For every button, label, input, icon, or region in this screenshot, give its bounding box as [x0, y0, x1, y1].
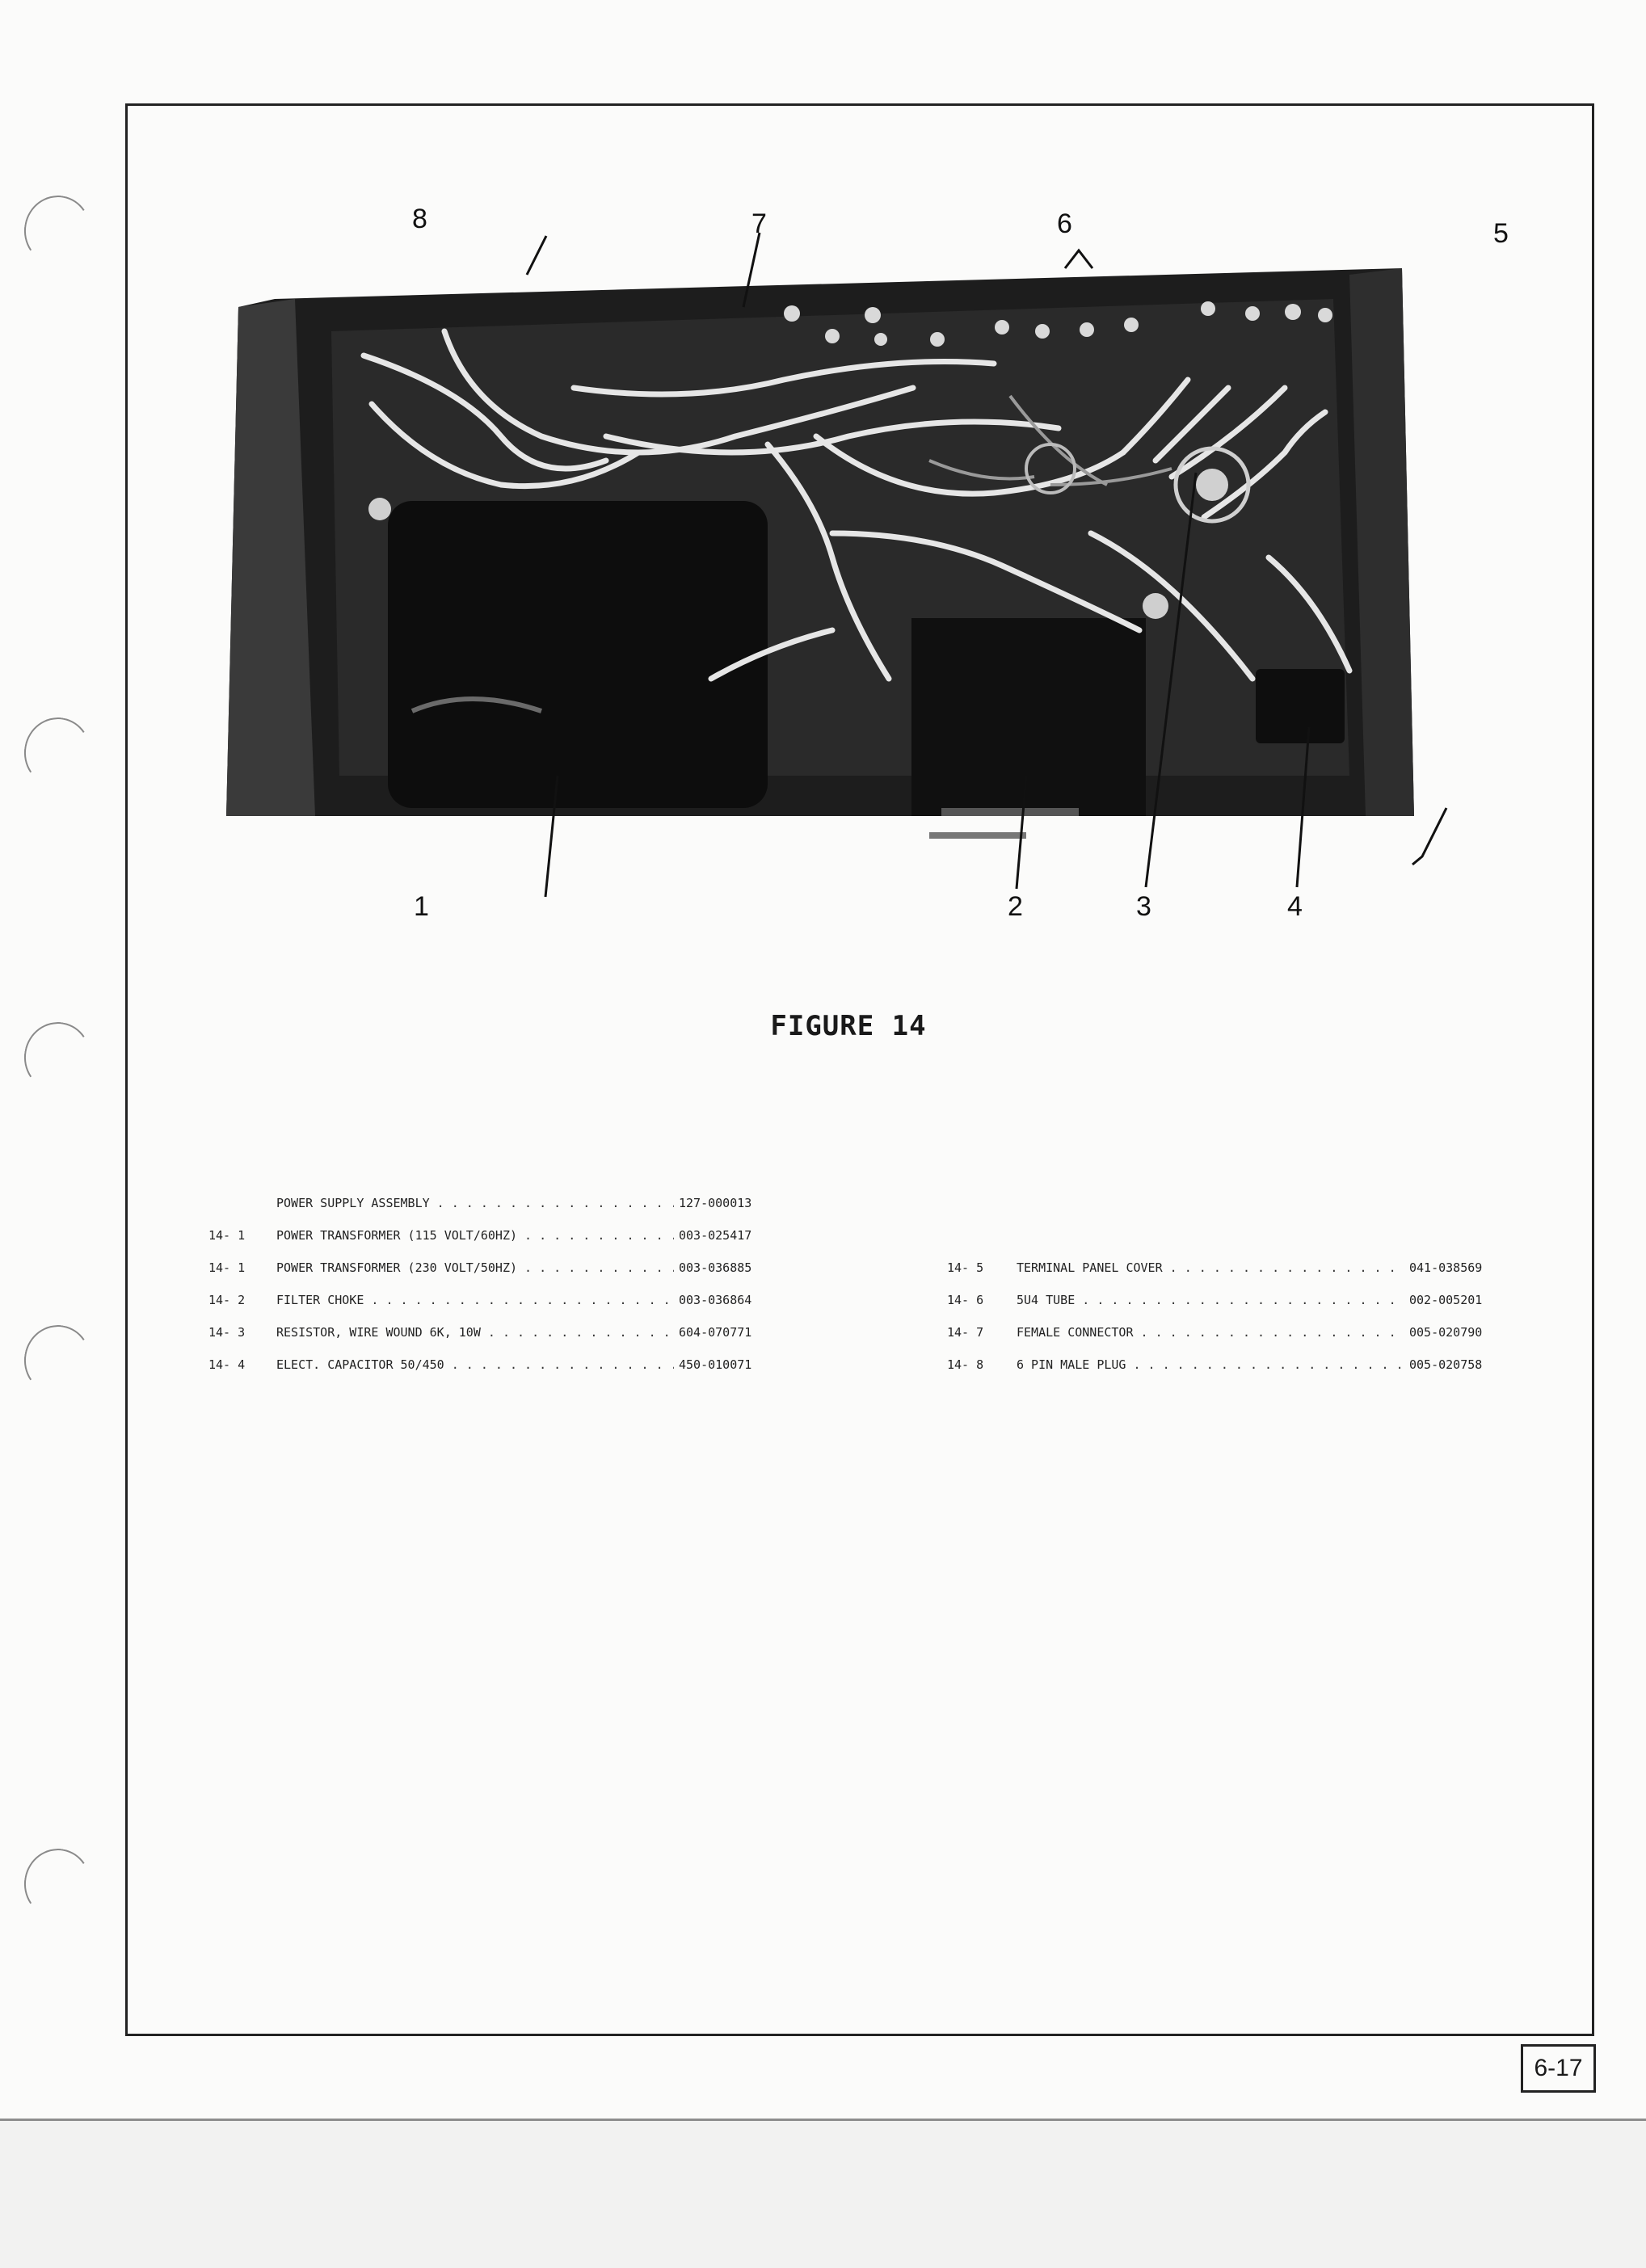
part-ref: 14- 2 [208, 1293, 246, 1307]
part-number: 005-020758 [1404, 1357, 1482, 1372]
capacitor [1256, 669, 1345, 743]
power-transformer [388, 501, 768, 808]
punch-hole [19, 713, 96, 793]
part-ref: 14- 5 [947, 1260, 984, 1275]
page-bottom-margin [0, 2121, 1646, 2268]
punch-hole [19, 1844, 96, 1924]
part-ref: 14- 6 [947, 1293, 984, 1307]
callout-4: 4 [1287, 891, 1303, 921]
figure-caption: FIGURE 14 [770, 1010, 927, 1042]
part-number: 041-038569 [1404, 1260, 1482, 1275]
callout-2: 2 [1008, 891, 1023, 921]
filter-choke [911, 618, 1146, 816]
part-description: POWER TRANSFORMER (230 VOLT/50HZ) . . . [276, 1260, 729, 1275]
part-ref: 14- 1 [208, 1228, 246, 1243]
part-description: FEMALE CONNECTOR . . . [1017, 1325, 1482, 1340]
part-description: TERMINAL PANEL COVER . . . [1017, 1260, 1482, 1275]
part-number: 003-025417 [674, 1228, 751, 1243]
part-description: POWER TRANSFORMER (115 VOLT/60HZ) . . . [276, 1228, 729, 1243]
punch-hole [19, 1320, 96, 1400]
punch-hole [19, 191, 96, 271]
part-number: 002-005201 [1404, 1293, 1482, 1307]
part-number: 604-070771 [674, 1325, 751, 1340]
punch-hole [19, 1017, 96, 1097]
figure-photo [121, 194, 1576, 921]
part-number: 005-020790 [1404, 1325, 1482, 1340]
part-description: 5U4 TUBE . . . [1017, 1293, 1482, 1307]
page-number: 6-17 [1521, 2044, 1596, 2093]
callout-1: 1 [414, 891, 429, 921]
callout-7: 7 [751, 208, 767, 239]
callout-6: 6 [1057, 208, 1072, 239]
part-ref: 14- 4 [208, 1357, 246, 1372]
part-number: 003-036885 [674, 1260, 751, 1275]
part-description: FILTER CHOKE . . . [276, 1293, 729, 1307]
callout-8: 8 [412, 204, 427, 234]
part-ref: 14- 3 [208, 1325, 246, 1340]
part-description: POWER SUPPLY ASSEMBLY . . . [276, 1196, 729, 1210]
callout-3: 3 [1136, 891, 1151, 921]
part-number: 450-010071 [674, 1357, 751, 1372]
part-description: RESISTOR, WIRE WOUND 6K, 10W . . . [276, 1325, 729, 1340]
part-ref: 14- 7 [947, 1325, 984, 1340]
part-ref: 14- 8 [947, 1357, 984, 1372]
part-description: ELECT. CAPACITOR 50/450 . . . [276, 1357, 729, 1372]
part-ref: 14- 1 [208, 1260, 246, 1275]
callout-5: 5 [1493, 218, 1509, 249]
part-description: 6 PIN MALE PLUG . . . [1017, 1357, 1482, 1372]
part-number: 003-036864 [674, 1293, 751, 1307]
part-number: 127-000013 [674, 1196, 751, 1210]
